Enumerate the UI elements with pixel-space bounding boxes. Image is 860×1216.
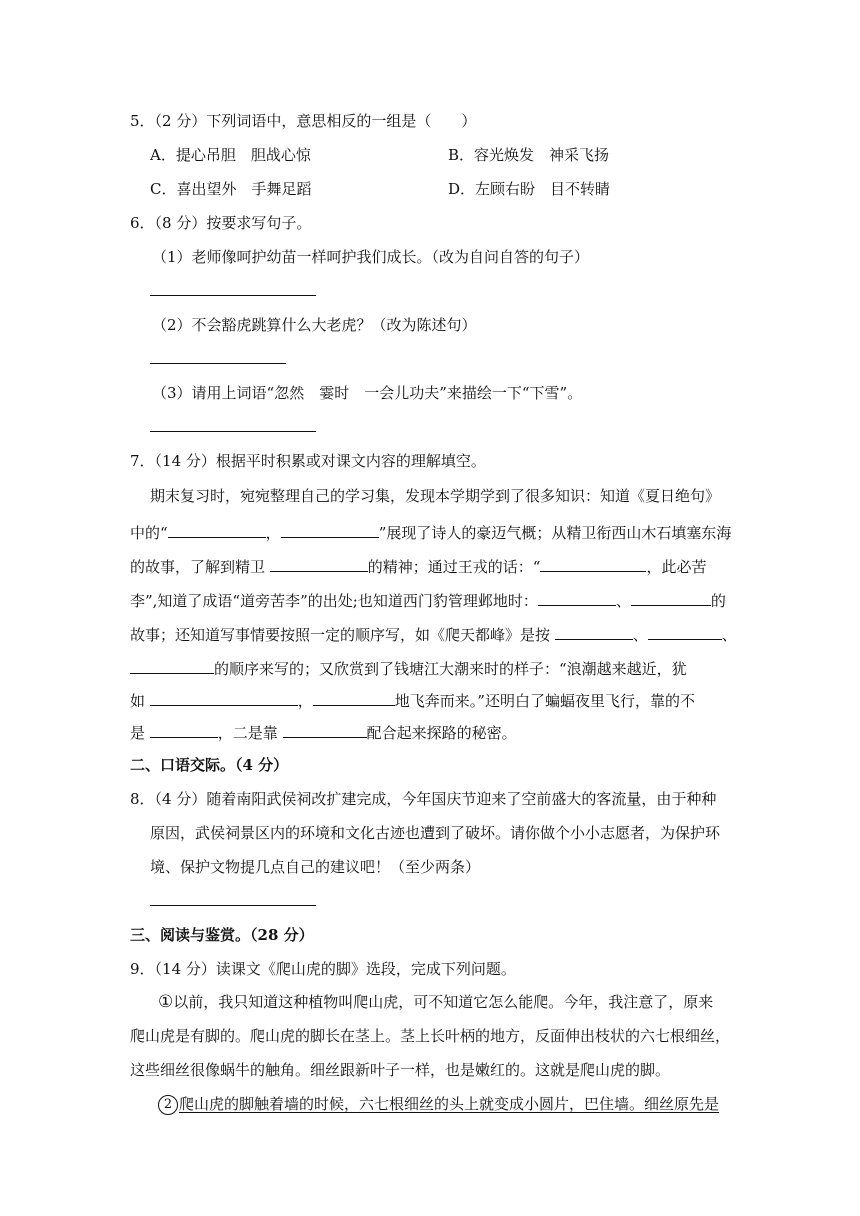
q6-sub2: （2）不会豁虎跳算什么大老虎？（改为陈述句） xyxy=(152,316,477,334)
q9-paragraph-1-line-2: 爬山虎是有脚的。爬山虎的脚长在茎上。茎上长叶柄的地方，反面伸出枝状的六七根细丝， xyxy=(130,1027,731,1045)
q7-text: 、 xyxy=(632,626,648,644)
q7-text: 如 xyxy=(130,692,150,710)
q7-text: 配合起来探路的秘密。 xyxy=(366,724,517,742)
fill-blank[interactable] xyxy=(283,721,367,738)
fill-blank[interactable] xyxy=(313,689,395,706)
q7-text: 故事；还知道写事情要按照一定的顺序写，如《爬天都峰》是按 xyxy=(130,626,555,644)
q5-option-b: B．容光焕发 神采飞扬 xyxy=(448,146,610,164)
fill-blank[interactable] xyxy=(540,555,646,572)
fill-blank[interactable] xyxy=(130,657,214,674)
q7-line-7 xyxy=(130,689,695,711)
q7-text: 的顺序来写的；又欣赏到了钱塘江大潮来时的样子：“浪潮越来越近，犹 xyxy=(214,660,687,678)
q7-text: 是 xyxy=(130,724,150,742)
q7-line-3 xyxy=(130,555,706,577)
fill-blank[interactable] xyxy=(270,555,368,572)
q6-stem: 6．（8 分）按要求写句子。 xyxy=(130,214,312,232)
section-3-heading: 三、阅读与鉴赏。（28 分） xyxy=(130,926,314,944)
q9-stem: 9．（14 分）读课文《爬山虎的脚》选段，完成下列问题。 xyxy=(130,960,516,978)
q7-text: ， xyxy=(265,524,281,542)
q7-line-5 xyxy=(130,623,737,645)
q6-answer-line-2[interactable] xyxy=(150,363,286,364)
q7-line-6 xyxy=(130,657,687,679)
q7-line-8 xyxy=(130,721,517,743)
q7-text: ， xyxy=(297,692,313,710)
q5-option-a: A．提心吊胆 胆战心惊 xyxy=(150,146,311,164)
fill-blank[interactable] xyxy=(631,589,711,606)
q6-answer-line-1[interactable] xyxy=(150,295,316,296)
q8-line-1: 8．（4 分）随着南阳武侯祠改扩建完成，今年国庆节迎来了空前盛大的客流量，由于种种 xyxy=(130,790,717,808)
q7-line-4 xyxy=(130,589,726,611)
q7-text: ，二是靠 xyxy=(217,724,283,742)
q7-text: 地飞奔而来。”还明白了蝙蝠夜里飞行，靠的不 xyxy=(394,692,695,710)
q5-option-d: D．左顾右盼 目不转睛 xyxy=(448,180,611,198)
q7-stem: 7．（14 分）根据平时积累或对课文内容的理解填空。 xyxy=(130,452,486,470)
q7-line-2 xyxy=(130,521,731,543)
q9-underlined-text: 爬山虎的脚触着墙的时候，六七根细丝的头上就变成小圆片，巴住墙。细丝原先是 xyxy=(179,1095,720,1113)
fill-blank[interactable] xyxy=(555,623,633,640)
section-2-heading: 二、口语交际。（4 分） xyxy=(130,756,289,774)
q6-sub1: （1）老师像呵护幼苗一样呵护我们成长。（改为自问自答的句子） xyxy=(152,248,590,266)
q5-option-c: C．喜出望外 手舞足蹈 xyxy=(150,180,312,198)
q7-text: 、 xyxy=(615,592,631,610)
q7-text: 的故事，了解到精卫 xyxy=(130,558,270,576)
fill-blank[interactable] xyxy=(150,721,218,738)
paragraph-marker-1: ① xyxy=(158,992,174,1012)
fill-blank[interactable] xyxy=(150,689,298,706)
q8-answer-line[interactable] xyxy=(150,905,316,906)
q7-line-1: 期末复习时，宛宛整理自己的学习集，发现本学期学到了很多知识：知道《夏日绝句》 xyxy=(150,487,721,505)
q7-text: 、 xyxy=(721,626,737,644)
paragraph-marker-2: 2 xyxy=(158,1095,178,1115)
q7-text: 中的“ xyxy=(130,524,168,542)
q9-paragraph-2-line-1 xyxy=(158,1094,719,1115)
q8-line-2: 原因，武侯祠景区内的环境和文化古迹也遭到了破坏。请你做个小小志愿者，为保护环 xyxy=(150,824,721,842)
fill-blank[interactable] xyxy=(168,521,266,538)
q7-text: ，此必苦 xyxy=(646,558,707,576)
q8-line-3: 境、保护文物提几点自己的建议吧！（至少两条） xyxy=(150,858,481,876)
q7-text: 的 xyxy=(710,592,726,610)
q9-text: 以前，我只知道这种植物叫爬山虎，可不知道它怎么能爬。今年，我注意了，原来 xyxy=(173,993,714,1011)
q9-paragraph-1-line-1 xyxy=(158,992,713,1012)
fill-blank[interactable] xyxy=(538,589,616,606)
q7-text: ”展现了诗人的豪迈气概；从精卫衔西山木石填塞东海 xyxy=(378,524,732,542)
q6-answer-line-3[interactable] xyxy=(150,431,316,432)
q9-paragraph-1-line-3: 这些细丝很像蜗牛的触角。细丝跟新叶子一样，也是嫩红的。这就是爬山虎的脚。 xyxy=(130,1061,671,1079)
q7-text: 李”,知道了成语“道旁苦李”的出处;也知道西门豹管理邺地时： xyxy=(130,592,538,610)
fill-blank[interactable] xyxy=(281,521,379,538)
q6-sub3: （3）请用上词语“忽然 霎时 一会儿功夫”来描绘一下“下雪”。 xyxy=(152,384,583,402)
q5-stem: 5．（2 分）下列词语中，意思相反的一组是（ ） xyxy=(130,112,477,130)
q7-text: 的精神；通过王戎的话：“ xyxy=(367,558,541,576)
fill-blank[interactable] xyxy=(648,623,722,640)
